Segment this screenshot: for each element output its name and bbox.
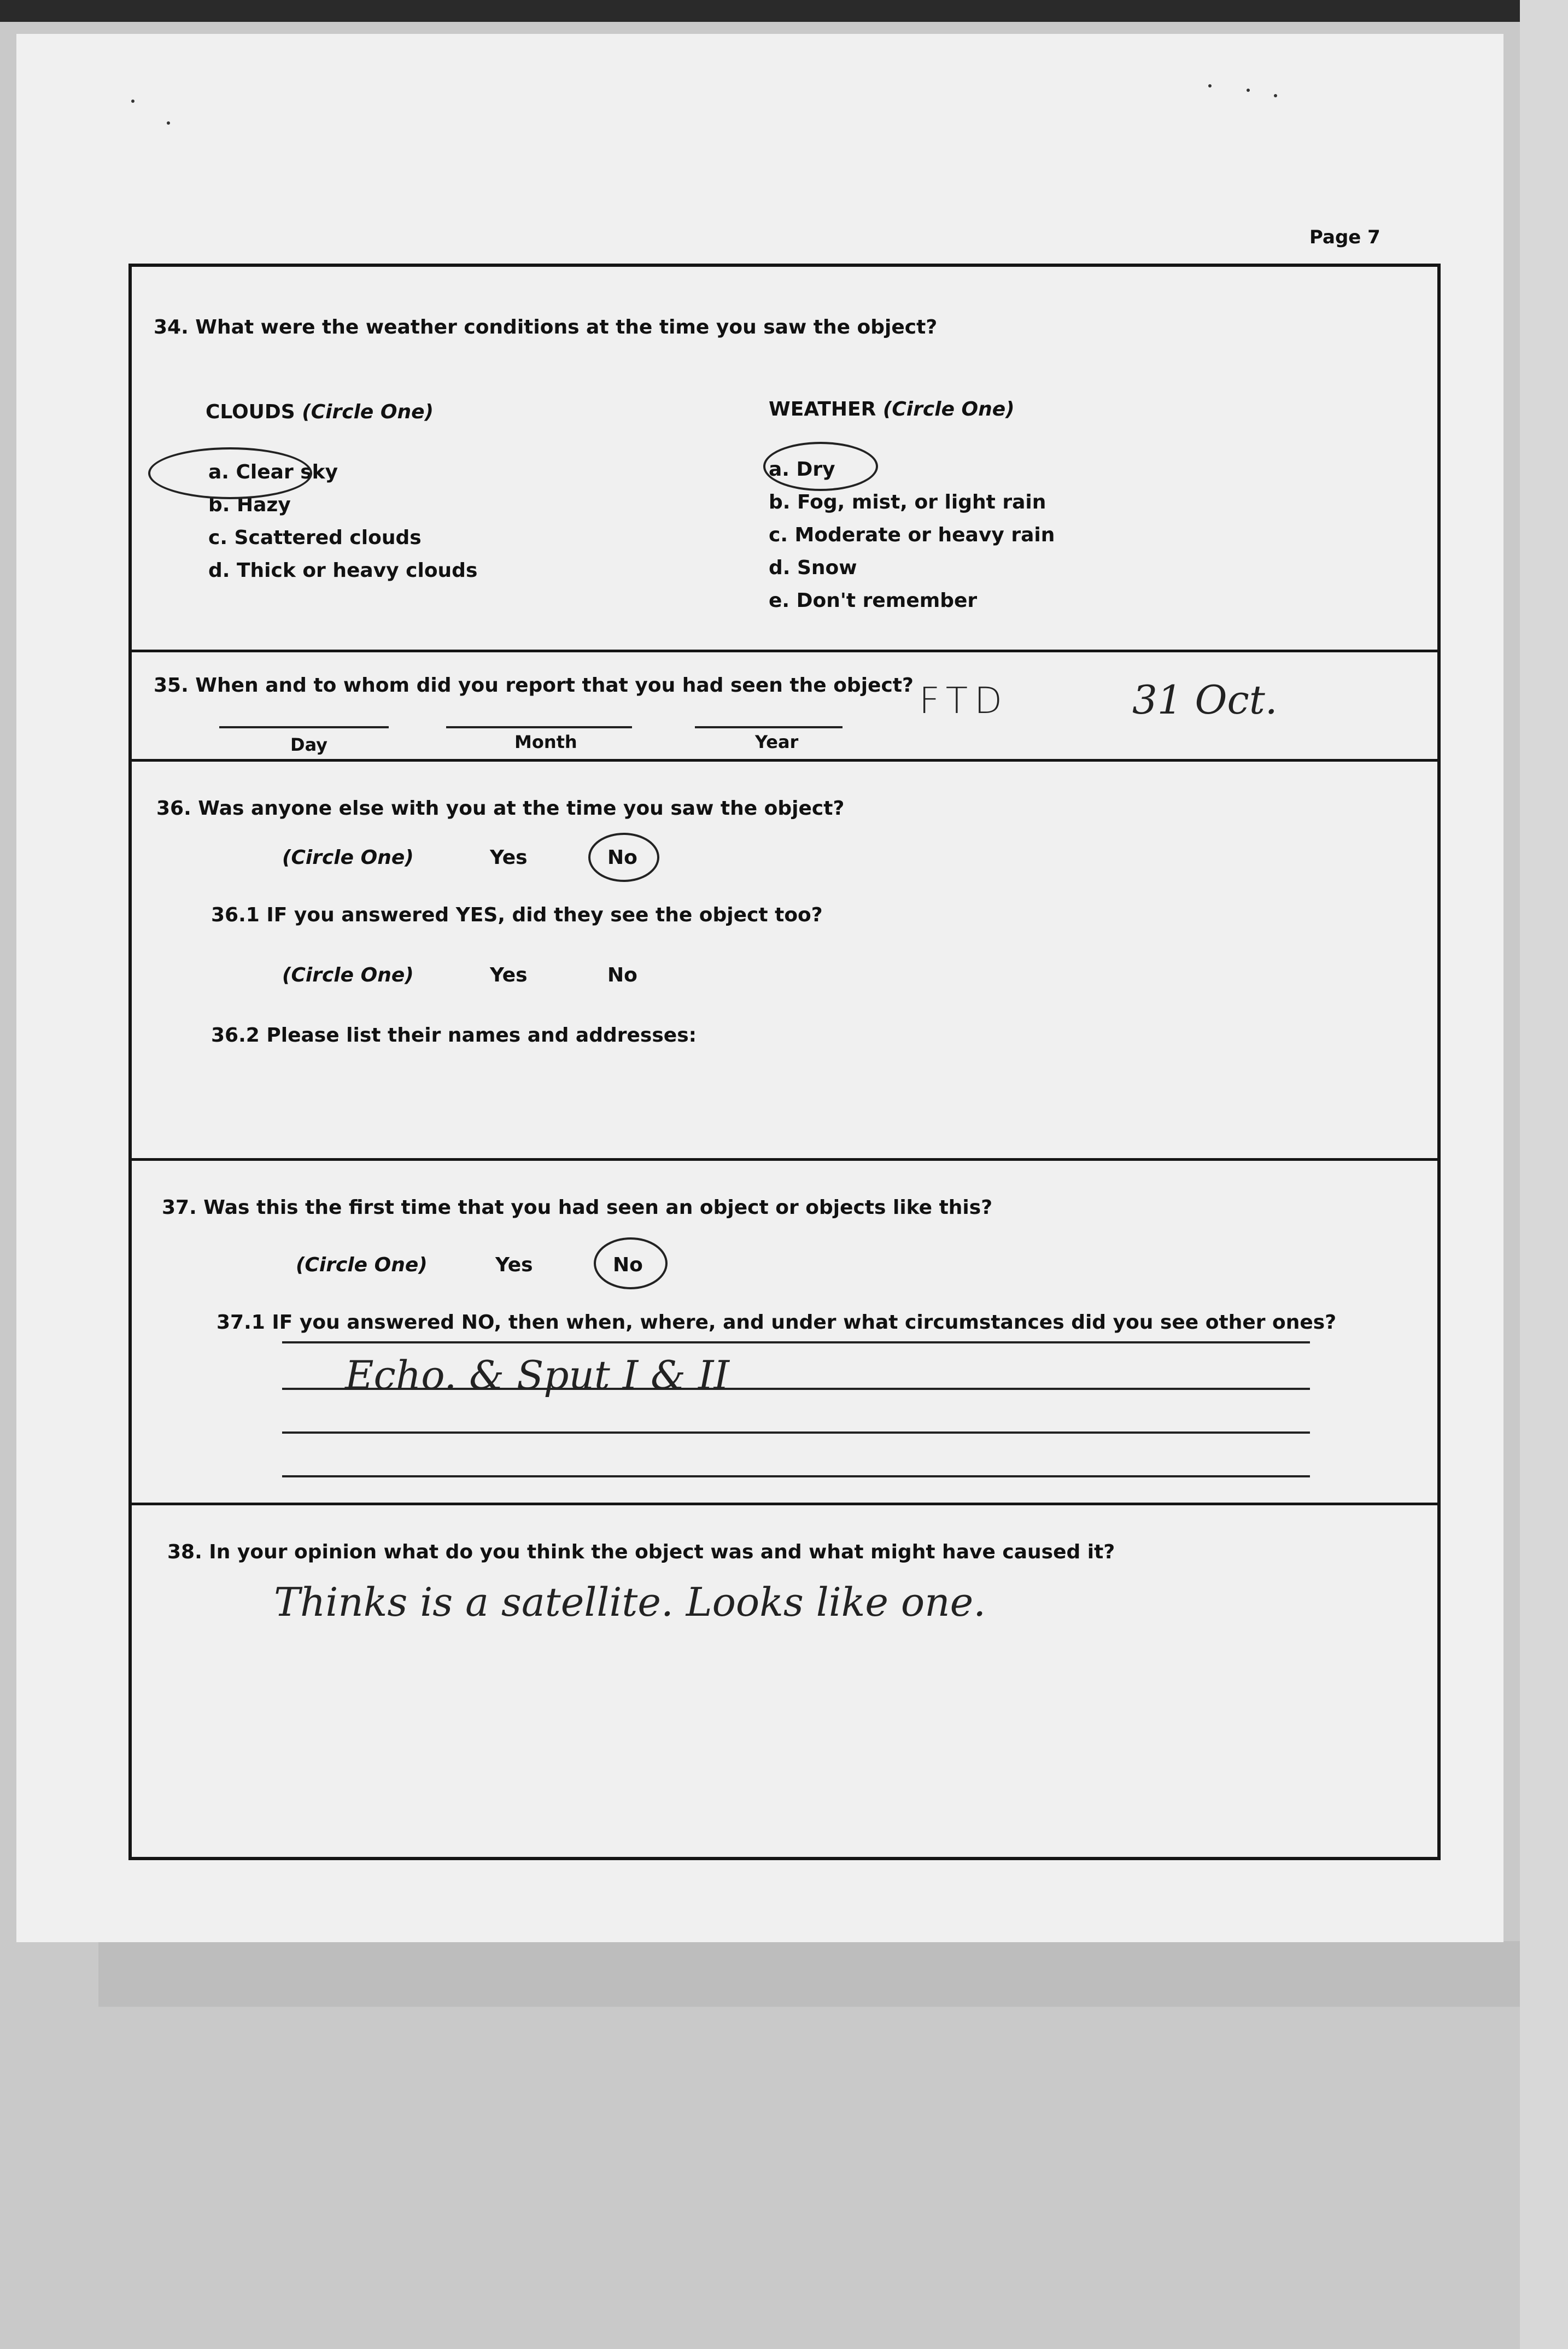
- month-line[interactable]: [446, 726, 632, 728]
- answer-line-3[interactable]: [282, 1431, 1310, 1434]
- weather-option-d[interactable]: d. Snow: [769, 557, 857, 579]
- section-divider: [132, 1503, 1437, 1505]
- q36-1-yes[interactable]: Yes: [490, 964, 528, 986]
- q37-answer-circle: [594, 1237, 668, 1289]
- page-number: Page 7: [1309, 226, 1380, 248]
- weather-option-e[interactable]: e. Don't remember: [769, 589, 978, 612]
- clouds-heading: CLOUDS (Circle One): [206, 401, 434, 423]
- q37-1-question: 37.1 IF you answered NO, then when, where, and under what circumstances did you see other ones?: [217, 1311, 1337, 1334]
- clouds-option-b[interactable]: b. Hazy: [208, 494, 291, 516]
- weather-option-a[interactable]: a. Dry: [769, 458, 835, 481]
- weather-heading: WEATHER (Circle One): [769, 398, 1015, 420]
- q36-1-no[interactable]: No: [607, 964, 637, 986]
- q37-question: 37. Was this the first time that you had seen an object or objects like this?: [162, 1196, 993, 1219]
- q35-answer-date: 31 Oct.: [1132, 677, 1278, 723]
- q36-1-instruction: (Circle One): [282, 964, 414, 986]
- section-divider: [132, 650, 1437, 652]
- month-label: Month: [514, 732, 577, 752]
- clouds-option-a[interactable]: a. Clear sky: [208, 461, 338, 483]
- q36-answer-circle: [588, 833, 659, 882]
- clouds-answer-circle: [148, 447, 312, 499]
- weather-option-c[interactable]: c. Moderate or heavy rain: [769, 524, 1055, 546]
- q36-question: 36. Was anyone else with you at the time you saw the object?: [156, 797, 845, 820]
- q36-yes[interactable]: Yes: [490, 846, 528, 869]
- form-page: [16, 34, 1503, 1942]
- year-label: Year: [755, 732, 799, 752]
- day-label: Day: [290, 734, 328, 755]
- weather-answer-circle: [763, 442, 878, 491]
- q38-question: 38. In your opinion what do you think the object was and what might have caused it?: [167, 1541, 1115, 1563]
- scan-shadow: [98, 1941, 1520, 2007]
- answer-line-4[interactable]: [282, 1475, 1310, 1477]
- day-line[interactable]: [219, 726, 389, 728]
- year-line[interactable]: [695, 726, 842, 728]
- scan-border-right: [1520, 0, 1568, 2349]
- q35-answer-recipient: FTD: [919, 680, 1009, 722]
- q37-1-answer: Echo. & Sput I & II: [345, 1352, 729, 1398]
- clouds-option-c[interactable]: c. Scattered clouds: [208, 527, 422, 549]
- q34-question: 34. What were the weather conditions at the time you saw the object?: [154, 316, 938, 338]
- q36-1-question: 36.1 IF you answered YES, did they see the object too?: [211, 904, 823, 926]
- answer-line-2[interactable]: [282, 1388, 1310, 1390]
- questionnaire-form: [128, 264, 1441, 1860]
- answer-line-1[interactable]: [282, 1341, 1310, 1343]
- q35-question: 35. When and to whom did you report that you had seen the object?: [154, 674, 914, 697]
- section-divider: [132, 1158, 1437, 1161]
- q36-2-question: 36.2 Please list their names and addresses:: [211, 1024, 697, 1047]
- q37-no[interactable]: No: [613, 1254, 643, 1276]
- clouds-option-d[interactable]: d. Thick or heavy clouds: [208, 559, 478, 582]
- q38-answer: Thinks is a satellite. Looks like one.: [274, 1579, 986, 1625]
- section-divider: [132, 759, 1437, 762]
- q37-yes[interactable]: Yes: [495, 1254, 533, 1276]
- q37-instruction: (Circle One): [296, 1254, 428, 1276]
- weather-option-b[interactable]: b. Fog, mist, or light rain: [769, 491, 1046, 513]
- q36-instruction: (Circle One): [282, 846, 414, 869]
- scan-border-top: [0, 0, 1568, 22]
- q36-no[interactable]: No: [607, 846, 637, 869]
